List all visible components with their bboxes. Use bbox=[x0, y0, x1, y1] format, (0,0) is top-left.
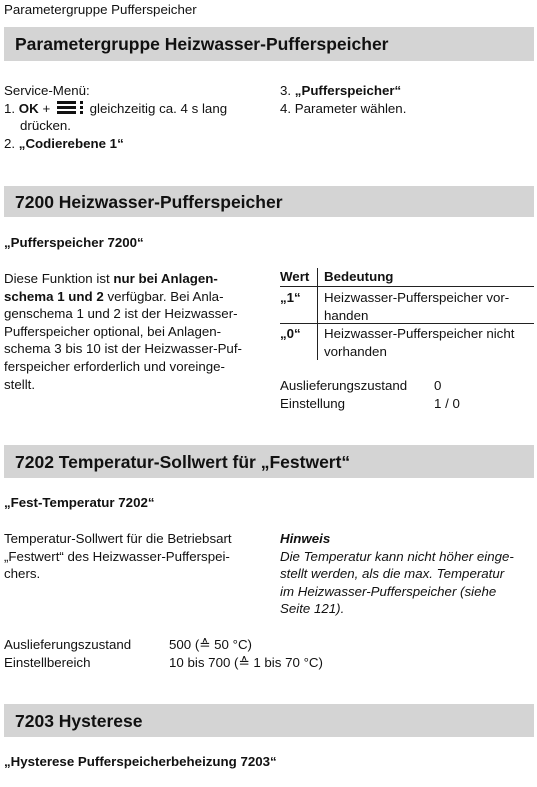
desc-line: ferspeicher erforderlich und voreinge- bbox=[4, 358, 225, 374]
step-2: 2. „Codierebene 1“ bbox=[4, 135, 124, 151]
description-7200 bbox=[4, 270, 272, 393]
service-menu-label: Service-Menü: bbox=[4, 83, 90, 98]
section-title-7200: 7200 Heizwasser-Pufferspeicher bbox=[15, 192, 283, 212]
running-header: Parametergruppe Pufferspeicher bbox=[4, 2, 197, 17]
desc-line: Pufferspeicher optional, bei Anlagen- bbox=[4, 323, 222, 339]
note-7202 bbox=[280, 530, 534, 618]
table-header-value: Wert bbox=[280, 269, 310, 284]
section-title-7203: 7203 Hysterese bbox=[15, 711, 143, 731]
setting-value-7200: 1 / 0 bbox=[434, 396, 460, 411]
ok-key-label: OK bbox=[18, 100, 39, 116]
range-value-7202: 10 bis 700 (≙ 1 bis 70 °C) bbox=[169, 655, 323, 670]
desc-line: Diese Funktion ist nur bei Anlagen- bbox=[4, 271, 218, 286]
service-menu-steps-left bbox=[4, 82, 269, 152]
subtitle-7203: „Hysterese Pufferspeicherbeheizung 7203“ bbox=[4, 754, 277, 769]
range-label-7202: Einstellbereich bbox=[4, 655, 91, 670]
section-header-7202 bbox=[4, 445, 534, 478]
note-line: Seite 121). bbox=[280, 601, 345, 617]
subtitle-7200: „Pufferspeicher 7200“ bbox=[4, 235, 144, 250]
table-column-divider bbox=[317, 268, 318, 360]
description-7202 bbox=[4, 530, 272, 583]
table-rule bbox=[280, 286, 534, 287]
table-rule bbox=[280, 323, 534, 324]
service-menu-steps-right bbox=[280, 82, 534, 117]
table-header-meaning: Bedeutung bbox=[324, 269, 394, 284]
table-cell-value: „1“ bbox=[280, 290, 301, 305]
step-4: 4. Parameter wählen. bbox=[280, 100, 407, 116]
delivery-label-7202: Auslieferungszustand bbox=[4, 637, 132, 652]
section-header-7203 bbox=[4, 704, 534, 737]
menu-icon bbox=[57, 101, 83, 114]
section-header-7200 bbox=[4, 186, 534, 217]
note-line: im Heizwasser-Pufferspeicher (siehe bbox=[280, 583, 497, 599]
setting-label-7200: Einstellung bbox=[280, 396, 346, 411]
value-table-7200 bbox=[280, 268, 534, 360]
step-1: 1. OK + gleichzeitig ca. 4 s lang bbox=[4, 100, 228, 116]
section-title-7202: 7202 Temperatur-Sollwert für „Festwert“ bbox=[15, 452, 351, 472]
desc-line: schema 1 und 2 verfügbar. Bei Anla- bbox=[4, 288, 224, 304]
step-1-continuation: drücken. bbox=[20, 118, 71, 134]
table-cell-meaning: Heizwasser-Pufferspeicher nicht vorhanden bbox=[324, 326, 515, 359]
delivery-value-7200: 0 bbox=[434, 378, 442, 393]
desc-line: schema 3 bis 10 ist der Heizwasser-Puf- bbox=[4, 341, 242, 357]
desc-line: Temperatur-Sollwert für die Betriebsart bbox=[4, 531, 232, 546]
desc-line: stellt. bbox=[4, 376, 36, 392]
delivery-label-7200: Auslieferungszustand bbox=[280, 378, 408, 393]
section-title-main: Parametergruppe Heizwasser-Pufferspeicher bbox=[15, 34, 389, 54]
section-header-main bbox=[4, 27, 534, 61]
note-line: stellt werden, als die max. Temperatur bbox=[280, 566, 505, 582]
note-line: Die Temperatur kann nicht höher einge- bbox=[280, 548, 514, 564]
note-title: Hinweis bbox=[280, 531, 331, 546]
step-3: 3. „Pufferspeicher“ bbox=[280, 83, 402, 98]
desc-line: genschema 1 und 2 ist der Heizwasser- bbox=[4, 306, 238, 322]
delivery-value-7202: 500 (≙ 50 °C) bbox=[169, 637, 252, 652]
table-cell-value: „0“ bbox=[280, 326, 301, 341]
subtitle-7202: „Fest-Temperatur 7202“ bbox=[4, 495, 155, 510]
table-cell-meaning: Heizwasser-Pufferspeicher vor- handen bbox=[324, 290, 510, 323]
desc-line: „Festwert“ des Heizwasser-Pufferspei- bbox=[4, 548, 230, 564]
desc-line: chers. bbox=[4, 566, 41, 582]
